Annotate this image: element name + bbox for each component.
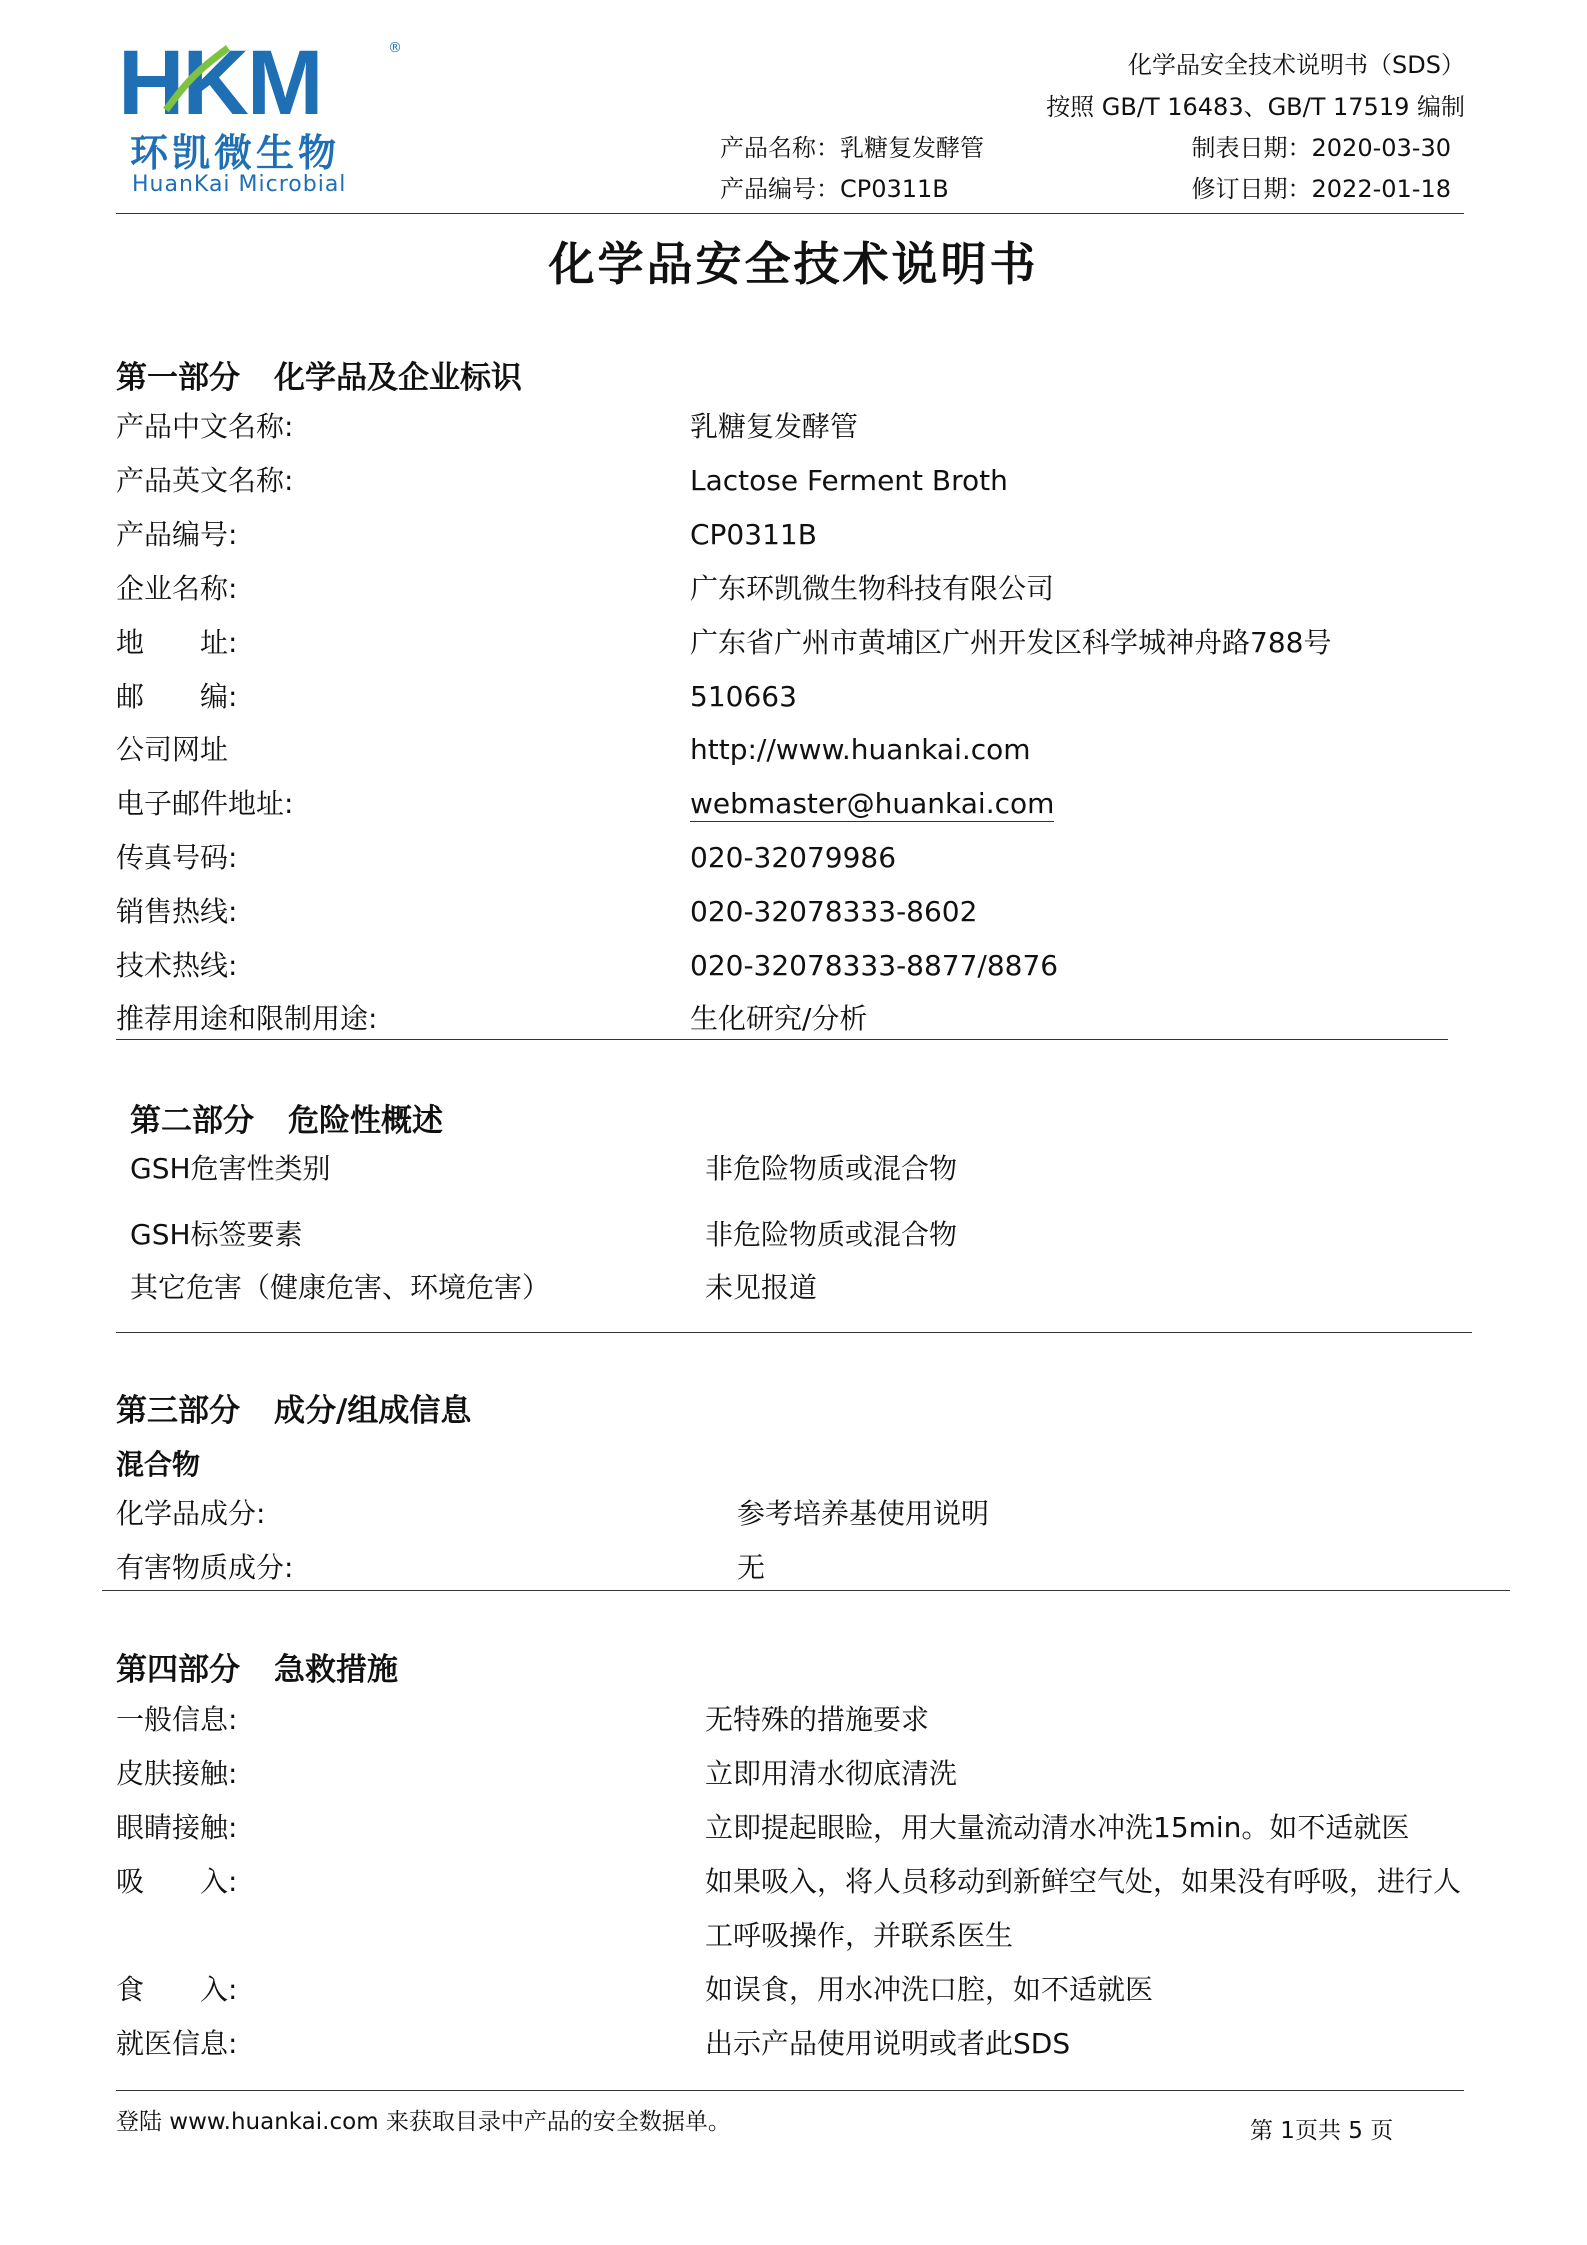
logo-letters: HKM (118, 40, 322, 120)
section1-value-tech: 020-32078333-8877/8876 (690, 949, 1059, 982)
section1-value-email-wrap (690, 787, 1054, 821)
section4-value-ingestion: 如误食，用水冲洗口腔，如不适就医 (705, 1973, 1154, 2006)
email-link[interactable]: webmaster@huankai.com (690, 787, 1055, 820)
section3-subtitle: 混合物 (116, 1448, 201, 1481)
section1-label-tech: 技术热线: (116, 949, 238, 982)
section1-value-sales: 020-32078333-8602 (690, 895, 978, 928)
section3-label-hazardous: 有害物质成分: (116, 1551, 294, 1584)
section1-label-postcode: 邮 编: (116, 680, 238, 713)
section1-value-website[interactable]: http://www.huankai.com (690, 733, 1031, 766)
header-divider (116, 213, 1464, 214)
section1-value-cn-name: 乳糖复发酵管 (690, 410, 859, 443)
section1-divider (116, 1039, 1448, 1040)
section4-value-inhalation: 如果吸入，将人员移动到新鲜空气处，如果没有呼吸，进行人 (705, 1865, 1462, 1898)
section2-value-label-elements: 非危险物质或混合物 (705, 1218, 958, 1251)
section4-label-general: 一般信息: (116, 1703, 238, 1736)
section4-name: 急救措施 (274, 1652, 398, 1688)
section3-name: 成分/组成信息 (274, 1393, 472, 1429)
section4-label-ingestion: 食 入: (116, 1973, 238, 2006)
section4-label-medical: 就医信息: (116, 2027, 238, 2060)
section3-label-ingredients: 化学品成分: (116, 1497, 266, 1530)
header-made-date: 制表日期：2020-03-30 (1191, 134, 1451, 162)
section4-value-skin: 立即用清水彻底清洗 (705, 1757, 958, 1790)
header-product-code: 产品编号：CP0311B (720, 175, 949, 203)
section1-value-address: 广东省广州市黄埔区广州开发区科学城神舟路788号 (690, 626, 1332, 659)
section2-label-other-hazards: 其它危害（健康危害、环境危害） (130, 1271, 551, 1304)
section3-number: 第三部分 (116, 1393, 240, 1429)
section1-label-usage: 推荐用途和限制用途: (116, 1002, 378, 1035)
section4-label-skin: 皮肤接触: (116, 1757, 238, 1790)
section1-value-company: 广东环凯微生物科技有限公司 (690, 572, 1055, 605)
section4-label-eye: 眼睛接触: (116, 1811, 238, 1844)
section1-label-email: 电子邮件地址: (116, 787, 294, 820)
section2-label-label-elements: GSH标签要素 (130, 1218, 303, 1251)
section1-number: 第一部分 (116, 360, 240, 396)
section1-label-code: 产品编号: (116, 518, 238, 551)
footer-divider (116, 2090, 1464, 2091)
header-revised-date: 修订日期：2022-01-18 (1191, 175, 1451, 203)
section1-title (116, 352, 522, 397)
section1-value-code: CP0311B (690, 518, 817, 551)
section3-title (116, 1385, 471, 1430)
section4-value-eye: 立即提起眼睑，用大量流动清水冲洗15min。如不适就医 (705, 1811, 1410, 1844)
section2-number: 第二部分 (130, 1103, 254, 1139)
section4-value-general: 无特殊的措施要求 (705, 1703, 930, 1736)
section2-title (130, 1095, 443, 1140)
section1-value-postcode: 510663 (690, 680, 797, 713)
section3-divider (102, 1590, 1510, 1591)
section4-title (116, 1644, 398, 1689)
registered-mark: ® (388, 40, 402, 56)
section2-value-other-hazards: 未见报道 (705, 1271, 818, 1304)
header-product-name: 产品名称：乳糖复发酵管 (720, 134, 984, 162)
section1-label-website: 公司网址 (116, 733, 229, 766)
section4-label-inhalation: 吸 入: (116, 1865, 238, 1898)
section2-label-hazard-class: GSH危害性类别 (130, 1152, 331, 1185)
section1-label-sales: 销售热线: (116, 895, 238, 928)
section1-label-en-name: 产品英文名称: (116, 464, 294, 497)
section1-value-usage: 生化研究/分析 (690, 1002, 868, 1035)
company-logo (118, 40, 408, 197)
logo-chinese-name: 环凯微生物 (130, 131, 341, 175)
page-number: 第 1页共 5 页 (1250, 2118, 1394, 2144)
section1-label-company: 企业名称: (116, 572, 238, 605)
section4-value-inhalation-cont: 工呼吸操作，并联系医生 (705, 1919, 1014, 1952)
section1-label-address: 地 址: (116, 626, 238, 659)
section2-name: 危险性概述 (288, 1103, 443, 1139)
section1-value-fax: 020-32079986 (690, 841, 897, 874)
sds-header-title: 化学品安全技术说明书（SDS） (1128, 51, 1465, 79)
section1-name: 化学品及企业标识 (274, 360, 522, 396)
hkm-logo-mark (118, 40, 398, 120)
section2-value-hazard-class: 非危险物质或混合物 (705, 1152, 958, 1185)
logo-english-name: HuanKai Microbial (132, 172, 347, 197)
section1-value-en-name: Lactose Ferment Broth (690, 464, 1008, 497)
section1-label-cn-name: 产品中文名称: (116, 410, 294, 443)
section2-divider (116, 1332, 1472, 1333)
section3-value-hazardous: 无 (737, 1551, 766, 1584)
sds-header-standard: 按照 GB/T 16483、GB/T 17519 编制 (1046, 93, 1465, 121)
footer-note: 登陆 www.huankai.com 来获取目录中产品的安全数据单。 (116, 2109, 731, 2135)
section4-value-medical: 出示产品使用说明或者此SDS (705, 2027, 1071, 2060)
section4-number: 第四部分 (116, 1652, 240, 1688)
document-title: 化学品安全技术说明书 (548, 237, 1039, 291)
section1-label-fax: 传真号码: (116, 841, 238, 874)
section3-value-ingredients: 参考培养基使用说明 (737, 1497, 990, 1530)
